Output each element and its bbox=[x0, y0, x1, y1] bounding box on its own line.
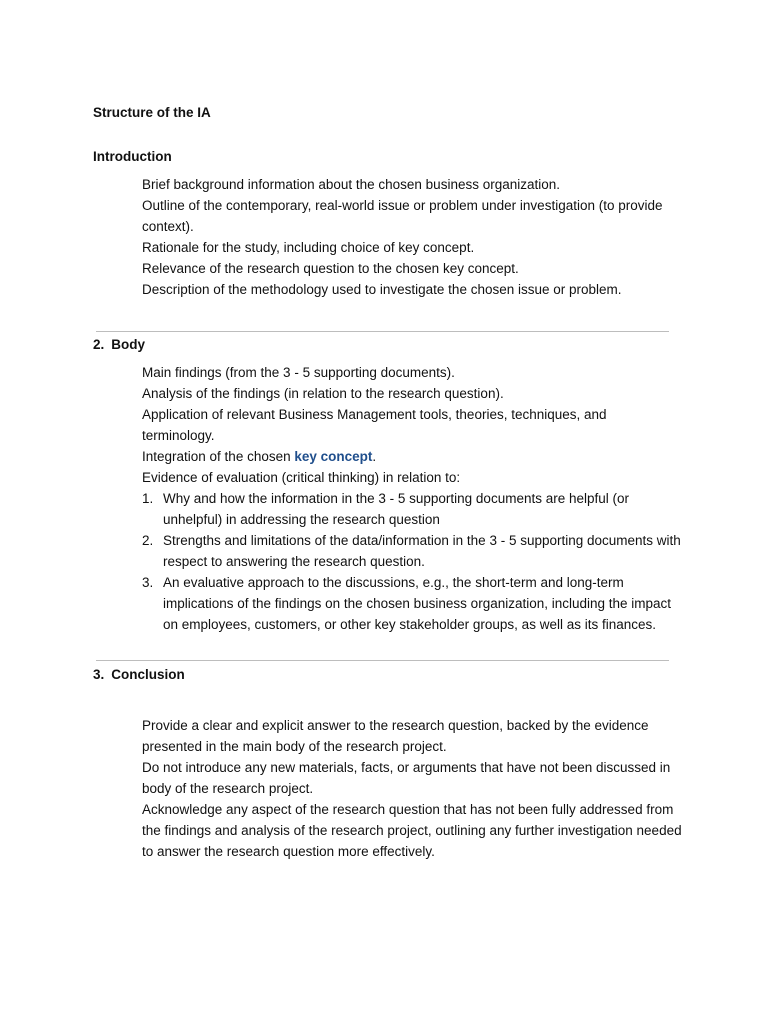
list-item: Analysis of the findings (in relation to the research question). bbox=[142, 386, 504, 401]
list-marker: 1. bbox=[142, 491, 154, 506]
conclusion-heading-label: Conclusion bbox=[111, 667, 185, 682]
list-item: Relevance of the research question to the chosen key concept. bbox=[142, 261, 519, 276]
section-divider bbox=[96, 660, 669, 661]
evaluation-points-container bbox=[142, 488, 682, 635]
section-divider bbox=[96, 331, 669, 332]
list-item: Main findings (from the 3 - 5 supporting documents). bbox=[142, 365, 455, 380]
conclusion-heading-number: 3. bbox=[93, 667, 105, 682]
body-heading-label: Body bbox=[111, 337, 146, 352]
introduction-heading-label: Introduction bbox=[93, 149, 172, 164]
list-item-text: Why and how the information in the 3 - 5 supporting documents are helpful (or unhelpful) in addressing the research question bbox=[163, 491, 630, 527]
list-item: Acknowledge any aspect of the research question that has not been fully addressed from the findings and analysis of the research project, outlining any further investigation needed to answer the research question more effectively. bbox=[142, 802, 682, 859]
document-title: Structure of the IA bbox=[93, 105, 211, 120]
introduction-list bbox=[142, 174, 682, 300]
list-item-text: Strengths and limitations of the data/information in the 3 - 5 supporting documents with respect to answering the research question. bbox=[163, 533, 681, 569]
list-item bbox=[142, 488, 682, 530]
integration-prefix: Integration of the chosen bbox=[142, 449, 295, 464]
list-marker: 2. bbox=[142, 533, 154, 548]
list-item: Rationale for the study, including choice of key concept. bbox=[142, 240, 475, 255]
list-item: Provide a clear and explicit answer to the research question, backed by the evidence presented in the main body of the research project. bbox=[142, 718, 649, 754]
body-list bbox=[142, 362, 682, 635]
introduction-heading bbox=[93, 148, 172, 166]
body-heading-number: 2. bbox=[93, 337, 105, 352]
evaluation-points-list bbox=[142, 488, 682, 635]
conclusion-heading bbox=[93, 666, 185, 684]
key-concept-link[interactable]: key concept bbox=[294, 449, 373, 464]
list-item: Description of the methodology used to investigate the chosen issue or problem. bbox=[142, 282, 622, 297]
list-item: Outline of the contemporary, real-world issue or problem under investigation (to provide context). bbox=[142, 198, 663, 234]
integration-suffix: . bbox=[372, 449, 377, 464]
list-marker: 3. bbox=[142, 575, 154, 590]
list-item bbox=[142, 572, 682, 635]
list-item: Application of relevant Business Management tools, theories, techniques, and terminology. bbox=[142, 407, 607, 443]
integration-item bbox=[142, 446, 682, 467]
list-item-text: An evaluative approach to the discussions, e.g., the short-term and long-term implications of the findings on the chosen business organization, including the impact on employees, customers, or other key stakeholder groups, as well as its finances. bbox=[163, 575, 672, 632]
body-heading bbox=[93, 336, 145, 354]
conclusion-list bbox=[142, 715, 682, 862]
list-item: Do not introduce any new materials, facts, or arguments that have not been discussed in body of the research project. bbox=[142, 760, 671, 796]
evaluation-intro: Evidence of evaluation (critical thinking) in relation to: bbox=[142, 470, 461, 485]
list-item bbox=[142, 530, 682, 572]
list-item: Brief background information about the chosen business organization. bbox=[142, 177, 561, 192]
